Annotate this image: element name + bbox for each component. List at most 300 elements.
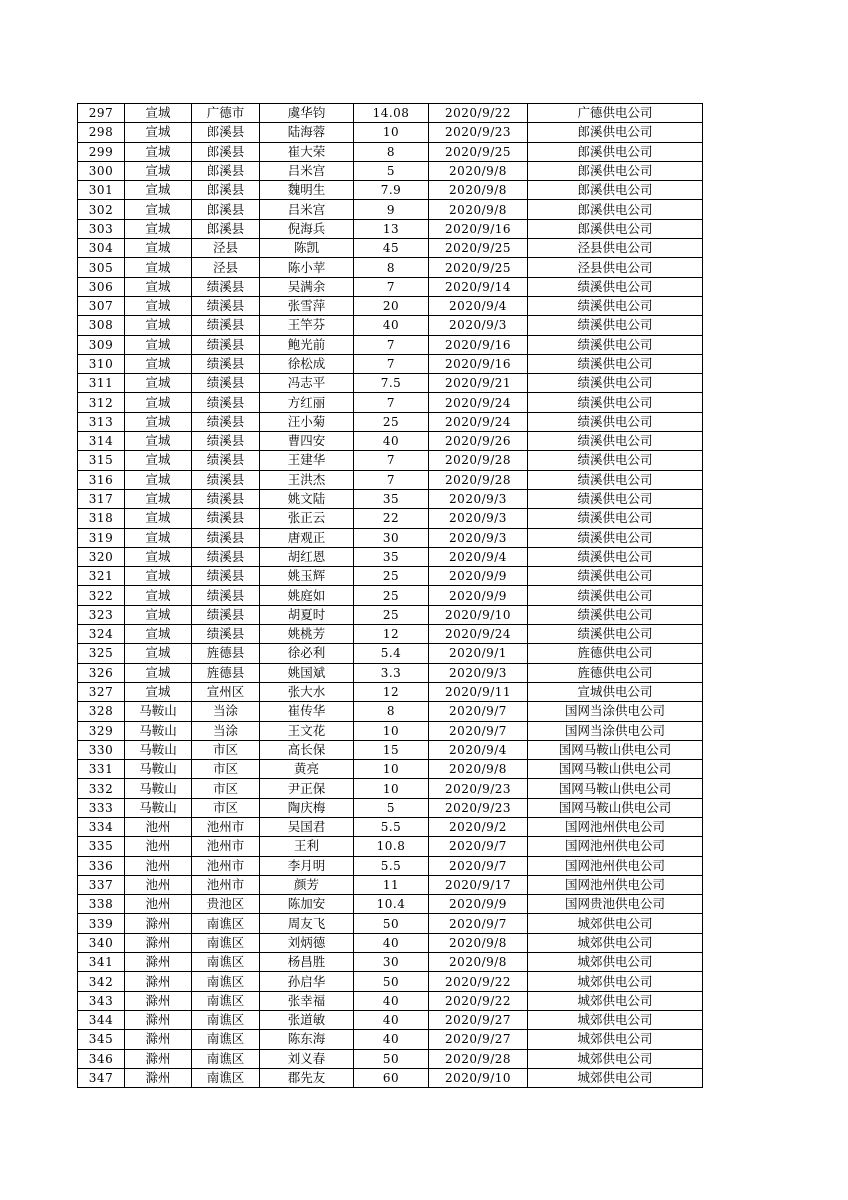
row-number-cell: 308 bbox=[78, 316, 125, 335]
county-cell: 南谯区 bbox=[192, 991, 260, 1010]
date-cell: 2020/9/11 bbox=[429, 682, 528, 701]
table-row bbox=[78, 470, 703, 489]
date-cell: 2020/9/23 bbox=[429, 779, 528, 798]
amount-cell: 5 bbox=[354, 161, 429, 180]
date-cell: 2020/9/4 bbox=[429, 740, 528, 759]
table-row bbox=[78, 933, 703, 952]
row-number-cell: 340 bbox=[78, 933, 125, 952]
name-cell: 崔大荣 bbox=[260, 142, 354, 161]
county-cell: 市区 bbox=[192, 760, 260, 779]
amount-cell: 40 bbox=[354, 991, 429, 1010]
name-cell: 陆海蓉 bbox=[260, 123, 354, 142]
county-cell: 池州市 bbox=[192, 875, 260, 894]
county-cell: 绩溪县 bbox=[192, 335, 260, 354]
name-cell: 方红丽 bbox=[260, 393, 354, 412]
company-cell: 绩溪供电公司 bbox=[528, 432, 703, 451]
amount-cell: 25 bbox=[354, 605, 429, 624]
amount-cell: 8 bbox=[354, 258, 429, 277]
company-cell: 绩溪供电公司 bbox=[528, 393, 703, 412]
city-cell: 池州 bbox=[125, 875, 192, 894]
city-cell: 滁州 bbox=[125, 1049, 192, 1068]
date-cell: 2020/9/25 bbox=[429, 258, 528, 277]
row-number-cell: 310 bbox=[78, 354, 125, 373]
table-row bbox=[78, 161, 703, 180]
name-cell: 尹正保 bbox=[260, 779, 354, 798]
table-row bbox=[78, 972, 703, 991]
date-cell: 2020/9/25 bbox=[429, 239, 528, 258]
table-row bbox=[78, 354, 703, 373]
table-row bbox=[78, 567, 703, 586]
table-row bbox=[78, 1049, 703, 1068]
county-cell: 市区 bbox=[192, 779, 260, 798]
company-cell: 泾县供电公司 bbox=[528, 239, 703, 258]
amount-cell: 7 bbox=[354, 470, 429, 489]
row-number-cell: 320 bbox=[78, 547, 125, 566]
county-cell: 当涂 bbox=[192, 721, 260, 740]
table-row bbox=[78, 721, 703, 740]
date-cell: 2020/9/16 bbox=[429, 354, 528, 373]
county-cell: 南谯区 bbox=[192, 972, 260, 991]
city-cell: 宣城 bbox=[125, 296, 192, 315]
amount-cell: 15 bbox=[354, 740, 429, 759]
table-row bbox=[78, 393, 703, 412]
company-cell: 绩溪供电公司 bbox=[528, 277, 703, 296]
county-cell: 南谯区 bbox=[192, 953, 260, 972]
row-number-cell: 344 bbox=[78, 1010, 125, 1029]
city-cell: 池州 bbox=[125, 817, 192, 836]
row-number-cell: 321 bbox=[78, 567, 125, 586]
row-number-cell: 309 bbox=[78, 335, 125, 354]
date-cell: 2020/9/9 bbox=[429, 567, 528, 586]
company-cell: 国网马鞍山供电公司 bbox=[528, 740, 703, 759]
table-row bbox=[78, 625, 703, 644]
name-cell: 张大水 bbox=[260, 682, 354, 701]
date-cell: 2020/9/9 bbox=[429, 895, 528, 914]
table-row bbox=[78, 953, 703, 972]
table-row bbox=[78, 644, 703, 663]
amount-cell: 10.8 bbox=[354, 837, 429, 856]
amount-cell: 7 bbox=[354, 277, 429, 296]
table-row bbox=[78, 489, 703, 508]
company-cell: 绩溪供电公司 bbox=[528, 586, 703, 605]
name-cell: 张正云 bbox=[260, 509, 354, 528]
table-row bbox=[78, 817, 703, 836]
name-cell: 魏明生 bbox=[260, 181, 354, 200]
table-row bbox=[78, 547, 703, 566]
name-cell: 王文花 bbox=[260, 721, 354, 740]
row-number-cell: 341 bbox=[78, 953, 125, 972]
city-cell: 马鞍山 bbox=[125, 721, 192, 740]
amount-cell: 40 bbox=[354, 1030, 429, 1049]
name-cell: 王利 bbox=[260, 837, 354, 856]
company-cell: 绩溪供电公司 bbox=[528, 335, 703, 354]
company-cell: 泾县供电公司 bbox=[528, 258, 703, 277]
county-cell: 绩溪县 bbox=[192, 296, 260, 315]
amount-cell: 30 bbox=[354, 528, 429, 547]
name-cell: 姚国斌 bbox=[260, 663, 354, 682]
company-cell: 城郊供电公司 bbox=[528, 1030, 703, 1049]
county-cell: 南谯区 bbox=[192, 1030, 260, 1049]
table-row bbox=[78, 258, 703, 277]
table-row bbox=[78, 702, 703, 721]
county-cell: 绩溪县 bbox=[192, 432, 260, 451]
amount-cell: 10 bbox=[354, 779, 429, 798]
row-number-cell: 302 bbox=[78, 200, 125, 219]
company-cell: 广德供电公司 bbox=[528, 104, 703, 123]
amount-cell: 25 bbox=[354, 412, 429, 431]
row-number-cell: 306 bbox=[78, 277, 125, 296]
company-cell: 绩溪供电公司 bbox=[528, 528, 703, 547]
city-cell: 宣城 bbox=[125, 354, 192, 373]
city-cell: 宣城 bbox=[125, 509, 192, 528]
city-cell: 宣城 bbox=[125, 393, 192, 412]
name-cell: 姚桃芳 bbox=[260, 625, 354, 644]
date-cell: 2020/9/16 bbox=[429, 335, 528, 354]
row-number-cell: 312 bbox=[78, 393, 125, 412]
county-cell: 绩溪县 bbox=[192, 374, 260, 393]
table-row bbox=[78, 509, 703, 528]
city-cell: 宣城 bbox=[125, 142, 192, 161]
name-cell: 姚玉辉 bbox=[260, 567, 354, 586]
name-cell: 陈东海 bbox=[260, 1030, 354, 1049]
amount-cell: 5.4 bbox=[354, 644, 429, 663]
row-number-cell: 323 bbox=[78, 605, 125, 624]
amount-cell: 25 bbox=[354, 567, 429, 586]
date-cell: 2020/9/28 bbox=[429, 1049, 528, 1068]
amount-cell: 7 bbox=[354, 335, 429, 354]
city-cell: 马鞍山 bbox=[125, 702, 192, 721]
city-cell: 宣城 bbox=[125, 644, 192, 663]
table-row bbox=[78, 200, 703, 219]
date-cell: 2020/9/8 bbox=[429, 200, 528, 219]
date-cell: 2020/9/7 bbox=[429, 702, 528, 721]
amount-cell: 9 bbox=[354, 200, 429, 219]
table-row bbox=[78, 296, 703, 315]
company-cell: 国网池州供电公司 bbox=[528, 837, 703, 856]
name-cell: 胡红恩 bbox=[260, 547, 354, 566]
company-cell: 城郊供电公司 bbox=[528, 972, 703, 991]
company-cell: 郎溪供电公司 bbox=[528, 161, 703, 180]
county-cell: 南谯区 bbox=[192, 914, 260, 933]
date-cell: 2020/9/3 bbox=[429, 528, 528, 547]
date-cell: 2020/9/26 bbox=[429, 432, 528, 451]
city-cell: 宣城 bbox=[125, 605, 192, 624]
company-cell: 绩溪供电公司 bbox=[528, 547, 703, 566]
table-row bbox=[78, 316, 703, 335]
table-row bbox=[78, 1010, 703, 1029]
county-cell: 绩溪县 bbox=[192, 547, 260, 566]
company-cell: 国网马鞍山供电公司 bbox=[528, 798, 703, 817]
amount-cell: 7 bbox=[354, 393, 429, 412]
company-cell: 国网贵池供电公司 bbox=[528, 895, 703, 914]
row-number-cell: 346 bbox=[78, 1049, 125, 1068]
date-cell: 2020/9/24 bbox=[429, 393, 528, 412]
table-row bbox=[78, 1030, 703, 1049]
county-cell: 绩溪县 bbox=[192, 277, 260, 296]
row-number-cell: 336 bbox=[78, 856, 125, 875]
county-cell: 绩溪县 bbox=[192, 393, 260, 412]
row-number-cell: 333 bbox=[78, 798, 125, 817]
company-cell: 城郊供电公司 bbox=[528, 953, 703, 972]
name-cell: 张雪萍 bbox=[260, 296, 354, 315]
name-cell: 虞华钧 bbox=[260, 104, 354, 123]
row-number-cell: 297 bbox=[78, 104, 125, 123]
table-row bbox=[78, 277, 703, 296]
row-number-cell: 337 bbox=[78, 875, 125, 894]
date-cell: 2020/9/3 bbox=[429, 316, 528, 335]
date-cell: 2020/9/28 bbox=[429, 451, 528, 470]
county-cell: 南谯区 bbox=[192, 933, 260, 952]
name-cell: 胡夏时 bbox=[260, 605, 354, 624]
row-number-cell: 324 bbox=[78, 625, 125, 644]
row-number-cell: 311 bbox=[78, 374, 125, 393]
date-cell: 2020/9/8 bbox=[429, 760, 528, 779]
county-cell: 南谯区 bbox=[192, 1010, 260, 1029]
amount-cell: 8 bbox=[354, 702, 429, 721]
county-cell: 绩溪县 bbox=[192, 605, 260, 624]
table-row bbox=[78, 335, 703, 354]
amount-cell: 50 bbox=[354, 1049, 429, 1068]
company-cell: 城郊供电公司 bbox=[528, 1049, 703, 1068]
date-cell: 2020/9/24 bbox=[429, 625, 528, 644]
row-number-cell: 307 bbox=[78, 296, 125, 315]
company-cell: 绩溪供电公司 bbox=[528, 354, 703, 373]
company-cell: 城郊供电公司 bbox=[528, 914, 703, 933]
name-cell: 徐必利 bbox=[260, 644, 354, 663]
row-number-cell: 300 bbox=[78, 161, 125, 180]
date-cell: 2020/9/22 bbox=[429, 972, 528, 991]
date-cell: 2020/9/8 bbox=[429, 933, 528, 952]
city-cell: 宣城 bbox=[125, 316, 192, 335]
city-cell: 滁州 bbox=[125, 1010, 192, 1029]
row-number-cell: 326 bbox=[78, 663, 125, 682]
company-cell: 国网马鞍山供电公司 bbox=[528, 760, 703, 779]
name-cell: 唐观正 bbox=[260, 528, 354, 547]
table-row bbox=[78, 104, 703, 123]
city-cell: 宣城 bbox=[125, 123, 192, 142]
date-cell: 2020/9/8 bbox=[429, 161, 528, 180]
amount-cell: 35 bbox=[354, 489, 429, 508]
row-number-cell: 298 bbox=[78, 123, 125, 142]
row-number-cell: 319 bbox=[78, 528, 125, 547]
company-cell: 国网当涂供电公司 bbox=[528, 702, 703, 721]
company-cell: 国网当涂供电公司 bbox=[528, 721, 703, 740]
date-cell: 2020/9/22 bbox=[429, 104, 528, 123]
company-cell: 城郊供电公司 bbox=[528, 1010, 703, 1029]
amount-cell: 40 bbox=[354, 316, 429, 335]
date-cell: 2020/9/7 bbox=[429, 837, 528, 856]
city-cell: 宣城 bbox=[125, 470, 192, 489]
amount-cell: 40 bbox=[354, 1010, 429, 1029]
county-cell: 绩溪县 bbox=[192, 625, 260, 644]
city-cell: 宣城 bbox=[125, 335, 192, 354]
name-cell: 吴满余 bbox=[260, 277, 354, 296]
table-body bbox=[78, 104, 703, 1088]
table-row bbox=[78, 605, 703, 624]
row-number-cell: 325 bbox=[78, 644, 125, 663]
city-cell: 宣城 bbox=[125, 219, 192, 238]
company-cell: 郎溪供电公司 bbox=[528, 200, 703, 219]
date-cell: 2020/9/10 bbox=[429, 605, 528, 624]
company-cell: 城郊供电公司 bbox=[528, 933, 703, 952]
city-cell: 宣城 bbox=[125, 277, 192, 296]
row-number-cell: 314 bbox=[78, 432, 125, 451]
city-cell: 宣城 bbox=[125, 181, 192, 200]
county-cell: 绩溪县 bbox=[192, 451, 260, 470]
name-cell: 徐松成 bbox=[260, 354, 354, 373]
amount-cell: 5 bbox=[354, 798, 429, 817]
county-cell: 绩溪县 bbox=[192, 586, 260, 605]
city-cell: 宣城 bbox=[125, 567, 192, 586]
name-cell: 崔传华 bbox=[260, 702, 354, 721]
company-cell: 宣城供电公司 bbox=[528, 682, 703, 701]
company-cell: 国网池州供电公司 bbox=[528, 817, 703, 836]
name-cell: 陈凯 bbox=[260, 239, 354, 258]
city-cell: 宣城 bbox=[125, 625, 192, 644]
company-cell: 绩溪供电公司 bbox=[528, 567, 703, 586]
date-cell: 2020/9/25 bbox=[429, 142, 528, 161]
county-cell: 贵池区 bbox=[192, 895, 260, 914]
row-number-cell: 329 bbox=[78, 721, 125, 740]
name-cell: 颜芳 bbox=[260, 875, 354, 894]
data-table bbox=[77, 103, 703, 1088]
city-cell: 宣城 bbox=[125, 586, 192, 605]
date-cell: 2020/9/14 bbox=[429, 277, 528, 296]
amount-cell: 20 bbox=[354, 296, 429, 315]
city-cell: 滁州 bbox=[125, 991, 192, 1010]
county-cell: 郎溪县 bbox=[192, 123, 260, 142]
table-row bbox=[78, 914, 703, 933]
row-number-cell: 343 bbox=[78, 991, 125, 1010]
city-cell: 宣城 bbox=[125, 682, 192, 701]
amount-cell: 14.08 bbox=[354, 104, 429, 123]
name-cell: 孙启华 bbox=[260, 972, 354, 991]
company-cell: 国网池州供电公司 bbox=[528, 856, 703, 875]
table-row bbox=[78, 239, 703, 258]
name-cell: 吕米宫 bbox=[260, 200, 354, 219]
county-cell: 池州市 bbox=[192, 817, 260, 836]
amount-cell: 30 bbox=[354, 953, 429, 972]
table-row bbox=[78, 432, 703, 451]
name-cell: 黄亮 bbox=[260, 760, 354, 779]
county-cell: 广德市 bbox=[192, 104, 260, 123]
date-cell: 2020/9/17 bbox=[429, 875, 528, 894]
county-cell: 旌德县 bbox=[192, 663, 260, 682]
amount-cell: 50 bbox=[354, 972, 429, 991]
name-cell: 曹四安 bbox=[260, 432, 354, 451]
amount-cell: 40 bbox=[354, 933, 429, 952]
name-cell: 吴国君 bbox=[260, 817, 354, 836]
date-cell: 2020/9/23 bbox=[429, 798, 528, 817]
amount-cell: 7.5 bbox=[354, 374, 429, 393]
county-cell: 旌德县 bbox=[192, 644, 260, 663]
name-cell: 姚庭如 bbox=[260, 586, 354, 605]
date-cell: 2020/9/7 bbox=[429, 856, 528, 875]
amount-cell: 12 bbox=[354, 625, 429, 644]
row-number-cell: 304 bbox=[78, 239, 125, 258]
city-cell: 宣城 bbox=[125, 412, 192, 431]
name-cell: 冯志平 bbox=[260, 374, 354, 393]
county-cell: 绩溪县 bbox=[192, 354, 260, 373]
amount-cell: 25 bbox=[354, 586, 429, 605]
table-row bbox=[78, 663, 703, 682]
row-number-cell: 331 bbox=[78, 760, 125, 779]
amount-cell: 7.9 bbox=[354, 181, 429, 200]
city-cell: 宣城 bbox=[125, 200, 192, 219]
table-row bbox=[78, 123, 703, 142]
company-cell: 郎溪供电公司 bbox=[528, 142, 703, 161]
date-cell: 2020/9/28 bbox=[429, 470, 528, 489]
company-cell: 绩溪供电公司 bbox=[528, 316, 703, 335]
name-cell: 王竿芬 bbox=[260, 316, 354, 335]
row-number-cell: 313 bbox=[78, 412, 125, 431]
company-cell: 旌德供电公司 bbox=[528, 663, 703, 682]
city-cell: 宣城 bbox=[125, 547, 192, 566]
city-cell: 滁州 bbox=[125, 1068, 192, 1087]
row-number-cell: 330 bbox=[78, 740, 125, 759]
name-cell: 张道敏 bbox=[260, 1010, 354, 1029]
name-cell: 陈小苹 bbox=[260, 258, 354, 277]
company-cell: 郎溪供电公司 bbox=[528, 219, 703, 238]
date-cell: 2020/9/9 bbox=[429, 586, 528, 605]
county-cell: 郎溪县 bbox=[192, 161, 260, 180]
row-number-cell: 301 bbox=[78, 181, 125, 200]
city-cell: 马鞍山 bbox=[125, 760, 192, 779]
table-row bbox=[78, 181, 703, 200]
amount-cell: 10.4 bbox=[354, 895, 429, 914]
date-cell: 2020/9/27 bbox=[429, 1030, 528, 1049]
date-cell: 2020/9/3 bbox=[429, 489, 528, 508]
date-cell: 2020/9/23 bbox=[429, 123, 528, 142]
county-cell: 南谯区 bbox=[192, 1068, 260, 1087]
city-cell: 宣城 bbox=[125, 451, 192, 470]
table-row bbox=[78, 412, 703, 431]
county-cell: 绩溪县 bbox=[192, 509, 260, 528]
county-cell: 南谯区 bbox=[192, 1049, 260, 1068]
county-cell: 郎溪县 bbox=[192, 181, 260, 200]
city-cell: 池州 bbox=[125, 837, 192, 856]
date-cell: 2020/9/3 bbox=[429, 663, 528, 682]
county-cell: 池州市 bbox=[192, 837, 260, 856]
date-cell: 2020/9/8 bbox=[429, 181, 528, 200]
amount-cell: 50 bbox=[354, 914, 429, 933]
company-cell: 国网马鞍山供电公司 bbox=[528, 779, 703, 798]
row-number-cell: 317 bbox=[78, 489, 125, 508]
company-cell: 城郊供电公司 bbox=[528, 1068, 703, 1087]
date-cell: 2020/9/4 bbox=[429, 296, 528, 315]
table-row bbox=[78, 798, 703, 817]
date-cell: 2020/9/27 bbox=[429, 1010, 528, 1029]
table-row bbox=[78, 875, 703, 894]
amount-cell: 12 bbox=[354, 682, 429, 701]
city-cell: 马鞍山 bbox=[125, 740, 192, 759]
city-cell: 滁州 bbox=[125, 933, 192, 952]
name-cell: 吕米宫 bbox=[260, 161, 354, 180]
table-row bbox=[78, 451, 703, 470]
name-cell: 王建华 bbox=[260, 451, 354, 470]
table-row bbox=[78, 779, 703, 798]
city-cell: 宣城 bbox=[125, 239, 192, 258]
date-cell: 2020/9/8 bbox=[429, 953, 528, 972]
company-cell: 绩溪供电公司 bbox=[528, 489, 703, 508]
county-cell: 绩溪县 bbox=[192, 316, 260, 335]
name-cell: 高长保 bbox=[260, 740, 354, 759]
row-number-cell: 316 bbox=[78, 470, 125, 489]
company-cell: 绩溪供电公司 bbox=[528, 605, 703, 624]
name-cell: 鲍光前 bbox=[260, 335, 354, 354]
table-row bbox=[78, 682, 703, 701]
name-cell: 汪小菊 bbox=[260, 412, 354, 431]
